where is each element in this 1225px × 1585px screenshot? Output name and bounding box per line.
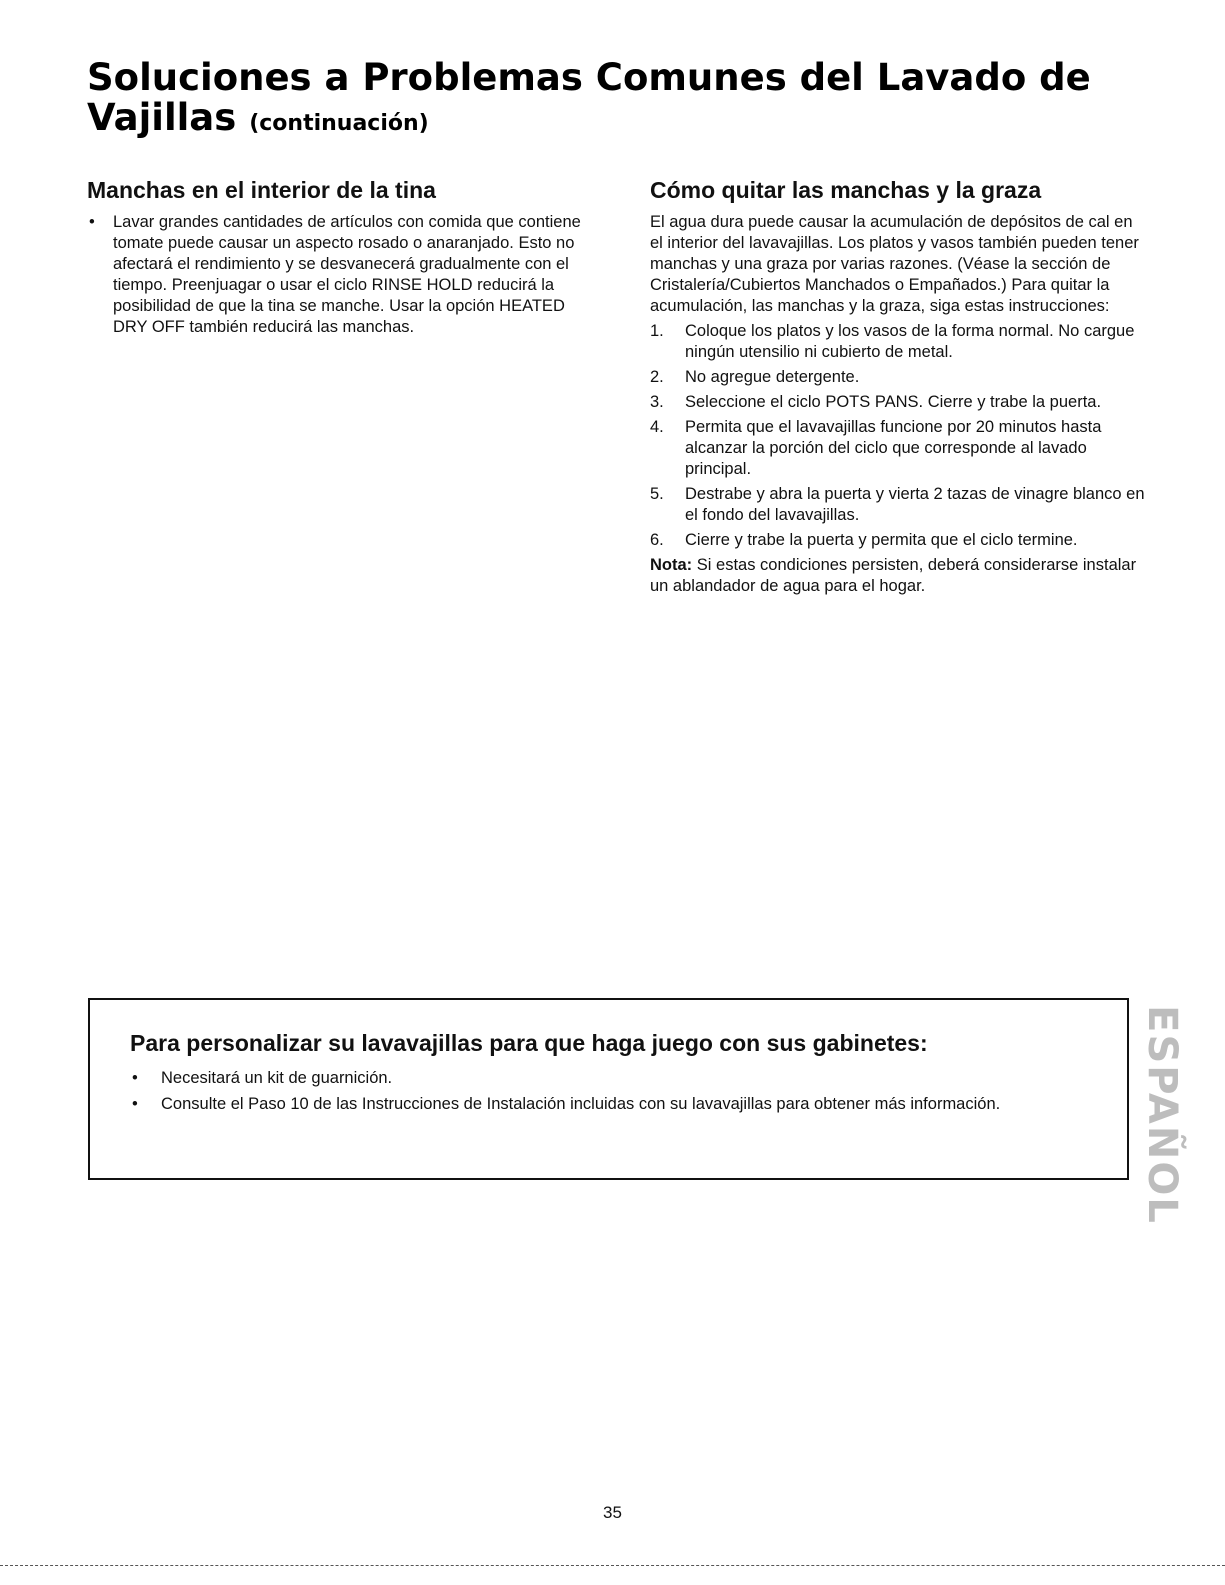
tub-stains-list [87, 212, 582, 338]
remove-spots-intro: El agua dura puede causar la acumulación de depósitos de cal en el interior del lavavajillas. Los platos y vasos también pueden tener manchas y una graza por varias razones. (Véase la sección de Cristalería/Cubiertos Manchados o Empañados.) Para quitar la acumulación, las manchas y la graza, siga estas instrucciones: [650, 213, 1139, 315]
left-column [87, 174, 582, 338]
list-item [130, 1068, 1087, 1089]
step-item [650, 530, 1145, 551]
bullet-icon: • [132, 1095, 138, 1113]
step-item [650, 417, 1145, 480]
list-item-text: Lavar grandes cantidades de artículos con comida que contiene tomate puede causar un aspecto rosado o anaranjado. Esto no afectará el rendimiento y se desvanecerá gradualmente con el tiempo. Preenjuagar o usar el ciclo RINSE HOLD reducirá la posibilidad de que la tina se manche. Usar la opción HEATED DRY OFF también reducirá las manchas. [113, 213, 581, 336]
list-item [130, 1094, 1087, 1115]
bottom-divider [0, 1565, 1225, 1566]
steps-list [650, 321, 1145, 551]
customize-panel-box [88, 998, 1129, 1180]
list-item [87, 212, 582, 338]
bullet-icon: • [89, 213, 95, 231]
language-tab-label: ESPAÑOL [1139, 1005, 1185, 1225]
tub-stains-heading: Manchas en el interior de la tina [87, 177, 436, 203]
step-item [650, 367, 1145, 388]
list-item-text: Necesitará un kit de guarnición. [161, 1069, 393, 1087]
right-column [650, 174, 1145, 597]
step-text: No agregue detergente. [685, 368, 860, 386]
page-title [87, 58, 1167, 144]
note-text: Si estas condiciones persisten, deberá considerarse instalar un ablandador de agua para el hogar. [650, 556, 1137, 595]
note-paragraph [650, 555, 1145, 597]
step-text: Permita que el lavavajillas funcione por 20 minutos hasta alcanzar la porción del ciclo que corresponde al lavado principal. [685, 418, 1102, 478]
customize-list [130, 1068, 1087, 1115]
step-text: Seleccione el ciclo POTS PANS. Cierre y trabe la puerta. [685, 393, 1102, 411]
step-item [650, 321, 1145, 363]
bullet-icon: • [132, 1069, 138, 1087]
step-number: 3. [650, 393, 664, 411]
step-text: Cierre y trabe la puerta y permita que el ciclo termine. [685, 531, 1078, 549]
list-item-text: Consulte el Paso 10 de las Instrucciones de Instalación incluidas con su lavavajillas para obtener más información. [161, 1095, 1001, 1113]
step-text: Destrabe y abra la puerta y vierta 2 tazas de vinagre blanco en el fondo del lavavajillas. [685, 485, 1145, 524]
remove-spots-heading: Cómo quitar las manchas y la graza [650, 177, 1042, 203]
step-number: 4. [650, 418, 664, 436]
step-item [650, 484, 1145, 526]
step-number: 2. [650, 368, 664, 386]
customize-heading: Para personalizar su lavavajillas para que haga juego con sus gabinetes: [130, 1030, 928, 1056]
step-number: 6. [650, 531, 664, 549]
page-number: 35 [603, 1503, 622, 1522]
title-main: Soluciones a Problemas Comunes del Lavado de Vajillas [87, 56, 1091, 139]
title-continuation: (continuación) [249, 111, 429, 136]
step-number: 1. [650, 322, 664, 340]
step-number: 5. [650, 485, 664, 503]
language-side-tab [1140, 1000, 1184, 1230]
step-item [650, 392, 1145, 413]
step-text: Coloque los platos y los vasos de la forma normal. No cargue ningún utensilio ni cubierto de metal. [685, 322, 1135, 361]
note-label: Nota: [650, 556, 693, 574]
